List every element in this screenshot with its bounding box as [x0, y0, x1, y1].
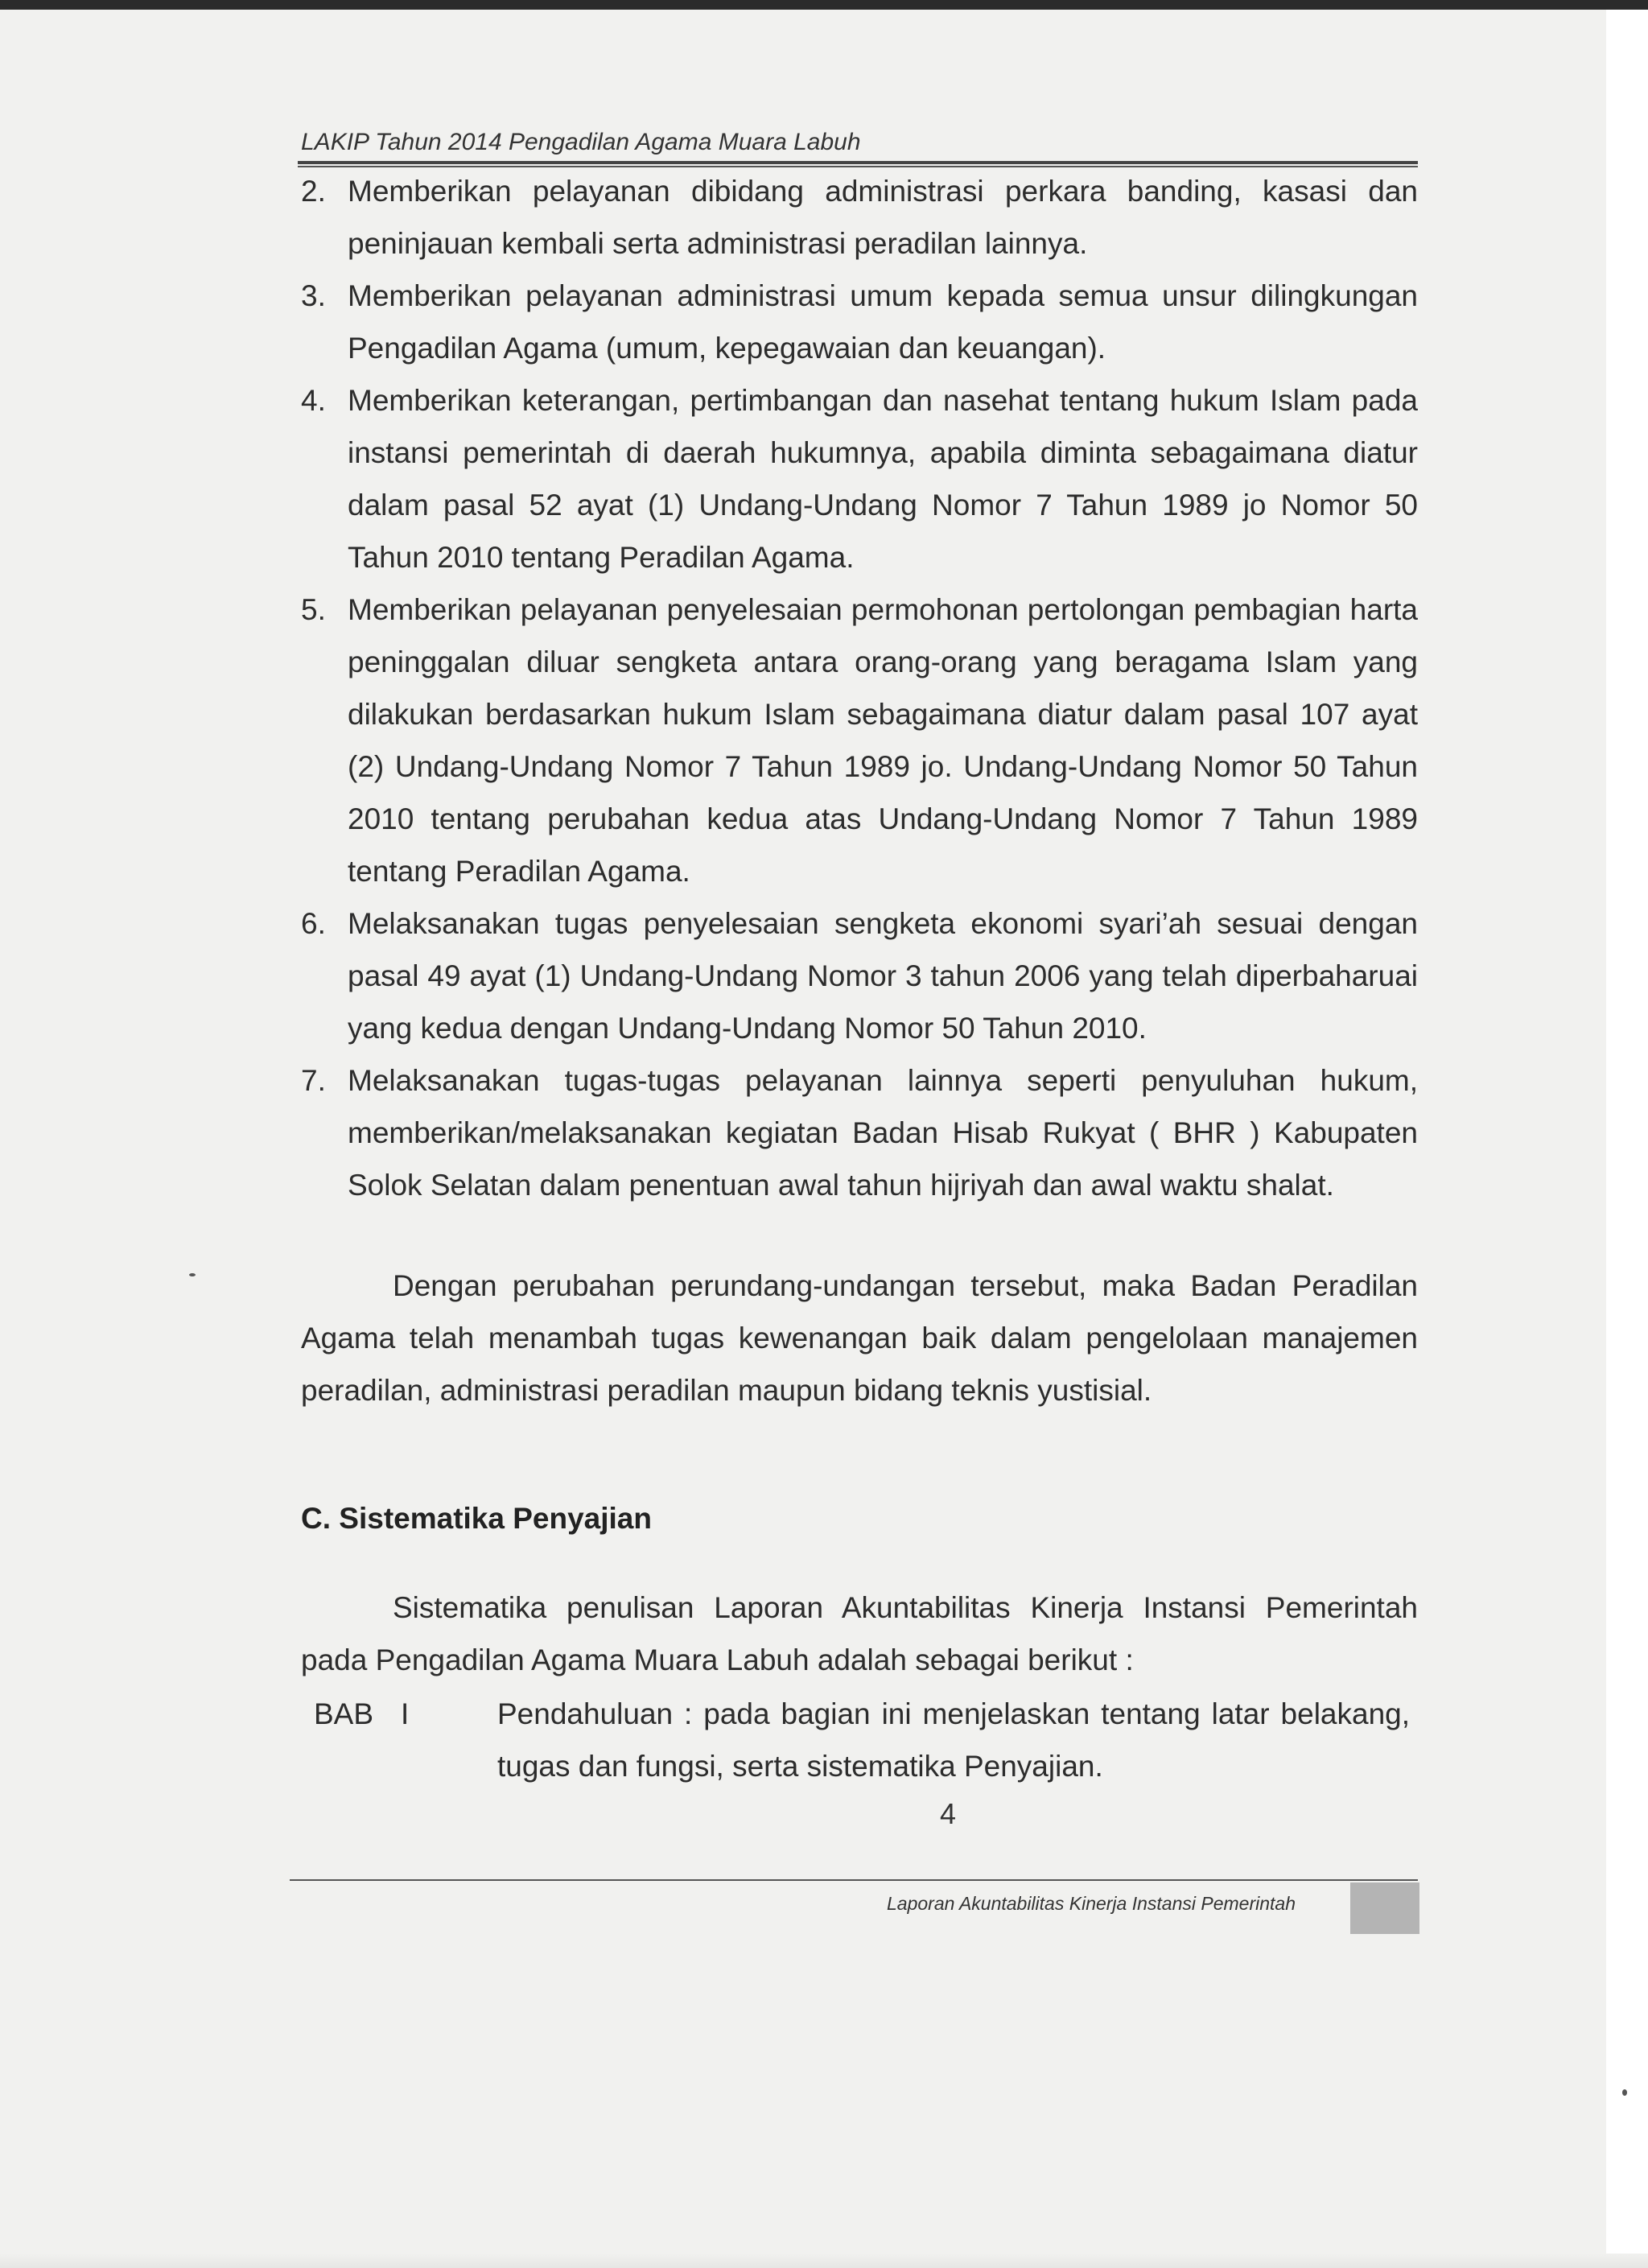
list-item-number: 2. — [301, 175, 326, 208]
list-item-text: Memberikan pelayanan penyelesaian permohonan pertolongan pembagian harta peninggalan diluar sengketa antara orang-orang yang beragama Islam yang dilakukan berdasarkan hukum Islam sebagaimana diatur dalam pasal 107 ayat (2) Undang-Undang Nomor 7 Tahun 1989 jo. Undang-Undang Nomor 50 Tahun 2010 tentang perubahan kedua atas Undang-Undang Nomor 7 Tahun 1989 tentang Peradilan Agama. — [348, 593, 1418, 888]
list-item-number: 3. — [301, 279, 326, 312]
chapter-number: I — [401, 1697, 410, 1730]
page-number: 4 — [940, 1797, 957, 1830]
footer-text: Laporan Akuntabilitas Kinerja Instansi Pemerintah — [887, 1893, 1296, 1914]
list-item — [301, 583, 1418, 897]
list-item-text: Memberikan pelayanan administrasi umum kepada semua unsur dilingkungan Pengadilan Agama (umum, kepegawaian dan keuangan). — [348, 279, 1418, 365]
list-item-text: Melaksanakan tugas-tugas pelayanan lainnya seperti penyuluhan hukum, memberikan/melaksanakan kegiatan Badan Hisab Rukyat ( BHR ) Kabupaten Solok Selatan dalam penentuan awal tahun hijriyah dan awal waktu shalat. — [348, 1064, 1418, 1202]
list-item — [301, 270, 1418, 374]
list-item — [301, 374, 1418, 583]
scan-speck — [1622, 2089, 1627, 2096]
list-item-number: 4. — [301, 384, 326, 417]
list-item — [301, 165, 1418, 270]
duties-list — [301, 165, 1418, 1211]
list-item-number: 7. — [301, 1064, 326, 1097]
list-item-number: 5. — [301, 593, 326, 626]
list-item-text: Memberikan keterangan, pertimbangan dan nasehat tentang hukum Islam pada instansi pemerintah di daerah hukumnya, apabila diminta sebagaimana diatur dalam pasal 52 ayat (1) Undang-Undang Nomor 7 Tahun 1989 jo Nomor 50 Tahun 2010 tentang Peradilan Agama. — [348, 384, 1418, 574]
footer-rule — [290, 1879, 1418, 1881]
list-item-text: Melaksanakan tugas penyelesaian sengketa ekonomi syari’ah sesuai dengan pasal 49 ayat (1) Undang-Undang Nomor 3 tahun 2006 yang telah diperbaharuai yang kedua dengan Undang-Undang Nomor 50 Tahun 2010. — [348, 907, 1418, 1045]
scan-speck — [189, 1273, 196, 1276]
chapter-label — [314, 1688, 497, 1792]
body-paragraph: Dengan perubahan perundang-undangan tersebut, maka Badan Peradilan Agama telah menambah tugas kewenangan baik dalam pengelolaan manajemen peradilan, administrasi peradilan maupun bidang teknis yustisial. — [301, 1269, 1418, 1407]
list-item — [301, 1054, 1418, 1211]
chapter-entry — [314, 1688, 1410, 1792]
chapter-description: Pendahuluan : pada bagian ini menjelaskan tentang latar belakang, tugas dan fungsi, serta sistematika Penyajian. — [497, 1697, 1410, 1783]
body-paragraph: Sistematika penulisan Laporan Akuntabilitas Kinerja Instansi Pemerintah pada Pengadilan Agama Muara Labuh adalah sebagai berikut : — [301, 1591, 1418, 1676]
running-header: LAKIP Tahun 2014 Pengadilan Agama Muara Labuh — [301, 129, 861, 155]
list-item — [301, 897, 1418, 1054]
list-item-text: Memberikan pelayanan dibidang administrasi perkara banding, kasasi dan peninjauan kembali serta administrasi peradilan lainnya. — [348, 175, 1418, 260]
chapter-word: BAB — [314, 1697, 374, 1730]
list-item-number: 6. — [301, 907, 326, 940]
footer-gray-block — [1350, 1882, 1419, 1934]
section-heading: C. Sistematika Penyajian — [301, 1502, 652, 1535]
